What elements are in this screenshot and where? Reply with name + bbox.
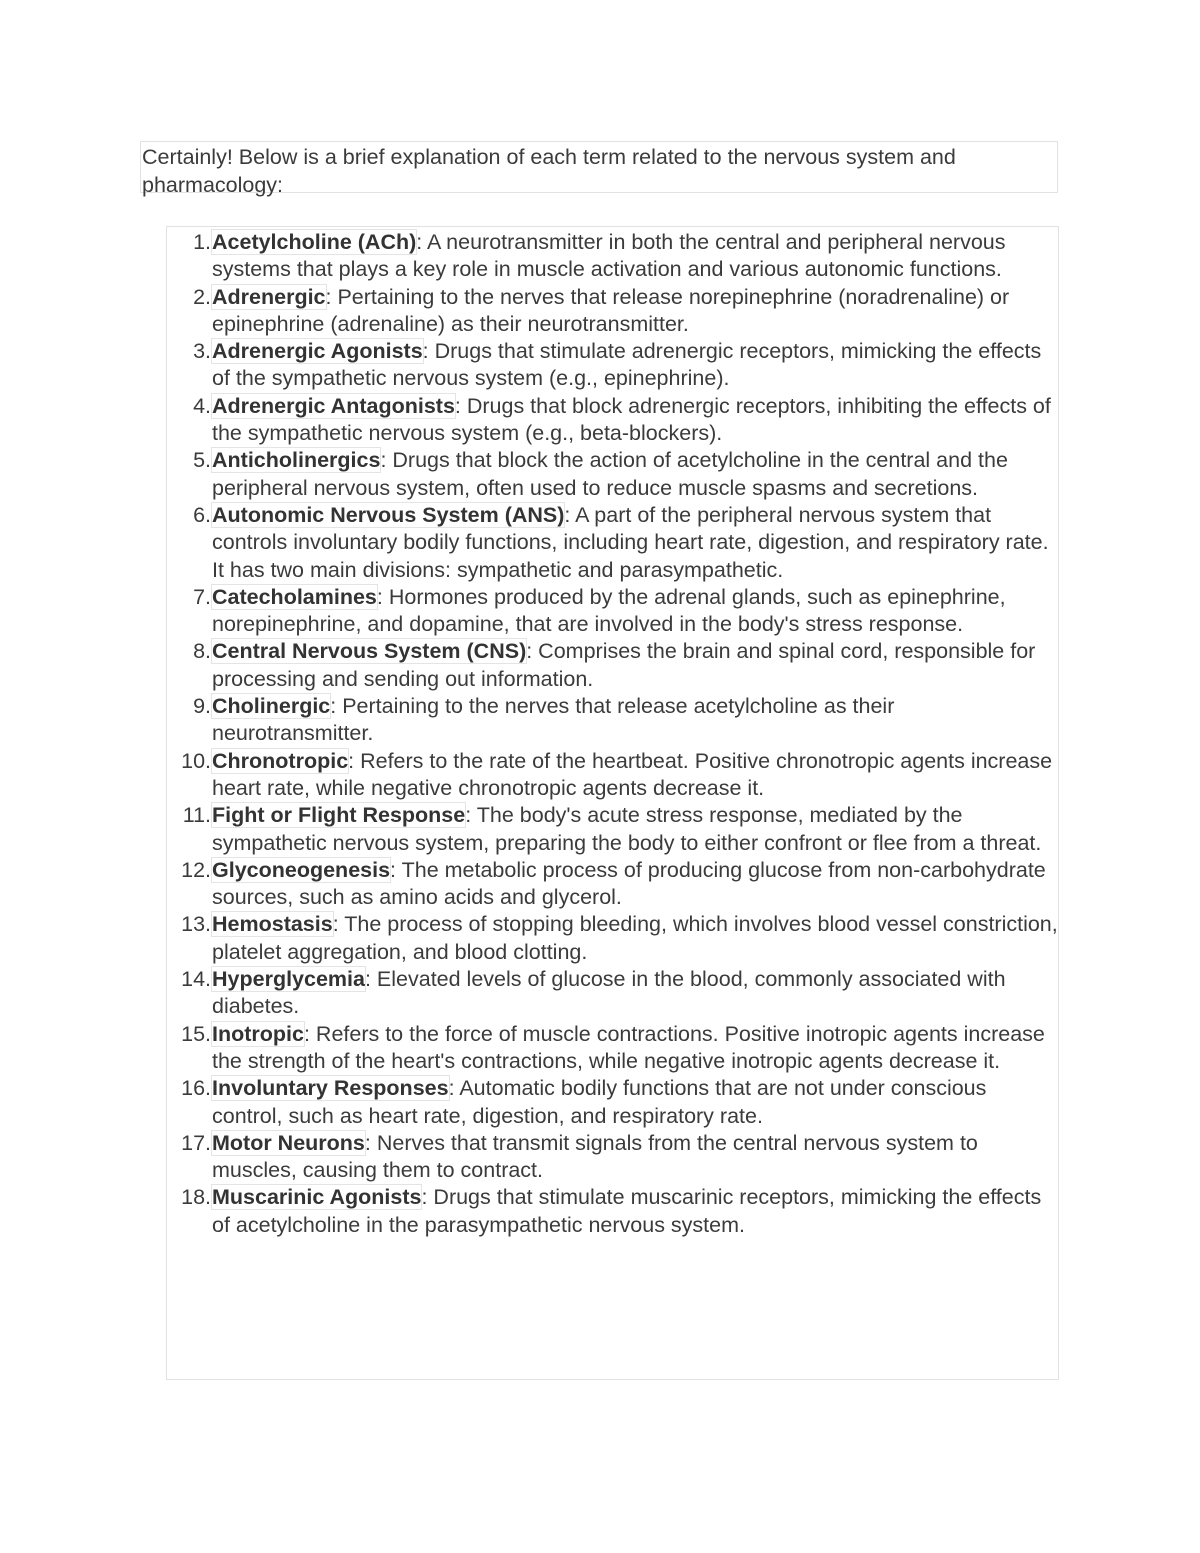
item-term: Adrenergic [212, 284, 326, 309]
terms-list-box [166, 226, 1059, 1380]
list-item [167, 748, 1058, 803]
list-item [167, 502, 1058, 584]
list-item [167, 1021, 1058, 1076]
list-item [167, 693, 1058, 748]
item-number: 15. [181, 1021, 211, 1046]
item-description: : Drugs that block the action of acetylcholine in the central and the peripheral nervous system, often used to reduce muscle spasms and secretions. [212, 448, 1008, 500]
item-number: 13. [181, 912, 211, 937]
item-description: : The metabolic process of producing glucose from non-carbohydrate sources, such as amino acids and glycerol. [212, 857, 1046, 910]
item-description: : Drugs that block adrenergic receptors, inhibiting the effects of the sympathetic nervous system (e.g., beta-blockers). [212, 393, 1051, 446]
list-item [167, 911, 1058, 966]
item-term: Catecholamines [212, 584, 377, 609]
item-term: Central Nervous System (CNS) [212, 639, 527, 664]
item-number: 16. [181, 1076, 211, 1101]
item-term: Involuntary Responses [212, 1076, 449, 1101]
item-number: 1. [193, 230, 211, 254]
item-term: Inotropic [212, 1021, 304, 1046]
item-term: Hyperglycemia [212, 967, 365, 992]
list-item [167, 338, 1058, 393]
item-number: 4. [193, 393, 211, 418]
item-description: : Hormones produced by the adrenal glands, such as epinephrine, norepinephrine, and dopamine, that are involved in the body's stress response. [212, 584, 1006, 637]
item-description: : Automatic bodily functions that are not under conscious control, such as heart rate, digestion, and respiratory rate. [212, 1076, 987, 1128]
terms-list [167, 227, 1058, 1239]
item-description: : Comprises the brain and spinal cord, responsible for processing and sending out information. [212, 639, 1036, 691]
item-term: Acetylcholine (ACh) [212, 230, 417, 254]
item-number: 10. [181, 748, 211, 773]
item-number: 7. [193, 584, 211, 609]
item-description: : The process of stopping bleeding, which involves blood vessel constriction, platelet aggregation, and blood clotting. [212, 912, 1058, 964]
list-item [167, 966, 1058, 1021]
item-number: 2. [193, 284, 211, 309]
list-item [167, 802, 1058, 857]
list-item [167, 1184, 1058, 1239]
item-term: Adrenergic Agonists [212, 339, 423, 364]
list-item [167, 447, 1058, 502]
item-description: : A part of the peripheral nervous system that controls involuntary bodily functions, including heart rate, digestion, and respiratory rate. It has two main divisions: sympathetic and parasympathetic. [212, 502, 1049, 582]
item-number: 11. [182, 803, 211, 828]
item-description: : A neurotransmitter in both the central and peripheral nervous systems that plays a key role in muscle activation and various autonomic functions. [212, 230, 1006, 282]
item-term: Chronotropic [212, 748, 349, 773]
item-term: Adrenergic Antagonists [212, 393, 455, 418]
item-term: Muscarinic Agonists [212, 1185, 422, 1210]
list-item [167, 584, 1058, 639]
list-item [167, 1130, 1058, 1185]
item-number: 8. [193, 639, 211, 664]
item-description: : Drugs that stimulate muscarinic receptors, mimicking the effects of acetylcholine in the parasympathetic nervous system. [212, 1185, 1042, 1237]
item-number: 14. [181, 967, 211, 992]
intro-paragraph: Certainly! Below is a brief explanation of each term related to the nervous system and pharmacology: [140, 141, 1058, 193]
list-item [167, 393, 1058, 448]
item-description: : Nerves that transmit signals from the central nervous system to muscles, causing them to contract. [212, 1130, 978, 1183]
list-item [167, 1075, 1058, 1130]
item-number: 6. [193, 502, 211, 527]
item-number: 9. [193, 694, 211, 719]
item-number: 12. [181, 857, 211, 882]
item-description: : Elevated levels of glucose in the blood, commonly associated with diabetes. [212, 967, 1006, 1019]
item-number: 3. [193, 339, 211, 364]
list-item [167, 229, 1058, 284]
item-term: Cholinergic [212, 694, 331, 719]
item-term: Anticholinergics [212, 448, 381, 473]
item-term: Motor Neurons [212, 1130, 365, 1155]
item-number: 17. [181, 1130, 211, 1155]
item-term: Hemostasis [212, 912, 333, 937]
item-number: 18. [181, 1185, 211, 1210]
list-item [167, 857, 1058, 912]
item-description: : Drugs that stimulate adrenergic receptors, mimicking the effects of the sympathetic nervous system (e.g., epinephrine). [212, 339, 1042, 391]
item-description: : The body's acute stress response, mediated by the sympathetic nervous system, preparing the body to either confront or flee from a threat. [212, 803, 1042, 855]
item-term: Glyconeogenesis [212, 857, 391, 882]
item-number: 5. [193, 448, 211, 473]
list-item [167, 284, 1058, 339]
item-term: Autonomic Nervous System (ANS) [212, 502, 565, 527]
item-description: : Refers to the rate of the heartbeat. Positive chronotropic agents increase heart rate, while negative chronotropic agents decrease it. [212, 748, 1053, 800]
list-item [167, 638, 1058, 693]
item-description: : Pertaining to the nerves that release norepinephrine (noradrenaline) or epinephrine (adrenaline) as their neurotransmitter. [212, 284, 1010, 336]
item-term: Fight or Flight Response [212, 803, 466, 828]
item-description: : Refers to the force of muscle contractions. Positive inotropic agents increase the strength of the heart's contractions, while negative inotropic agents decrease it. [212, 1021, 1045, 1073]
item-description: : Pertaining to the nerves that release acetylcholine as their neurotransmitter. [212, 694, 895, 746]
